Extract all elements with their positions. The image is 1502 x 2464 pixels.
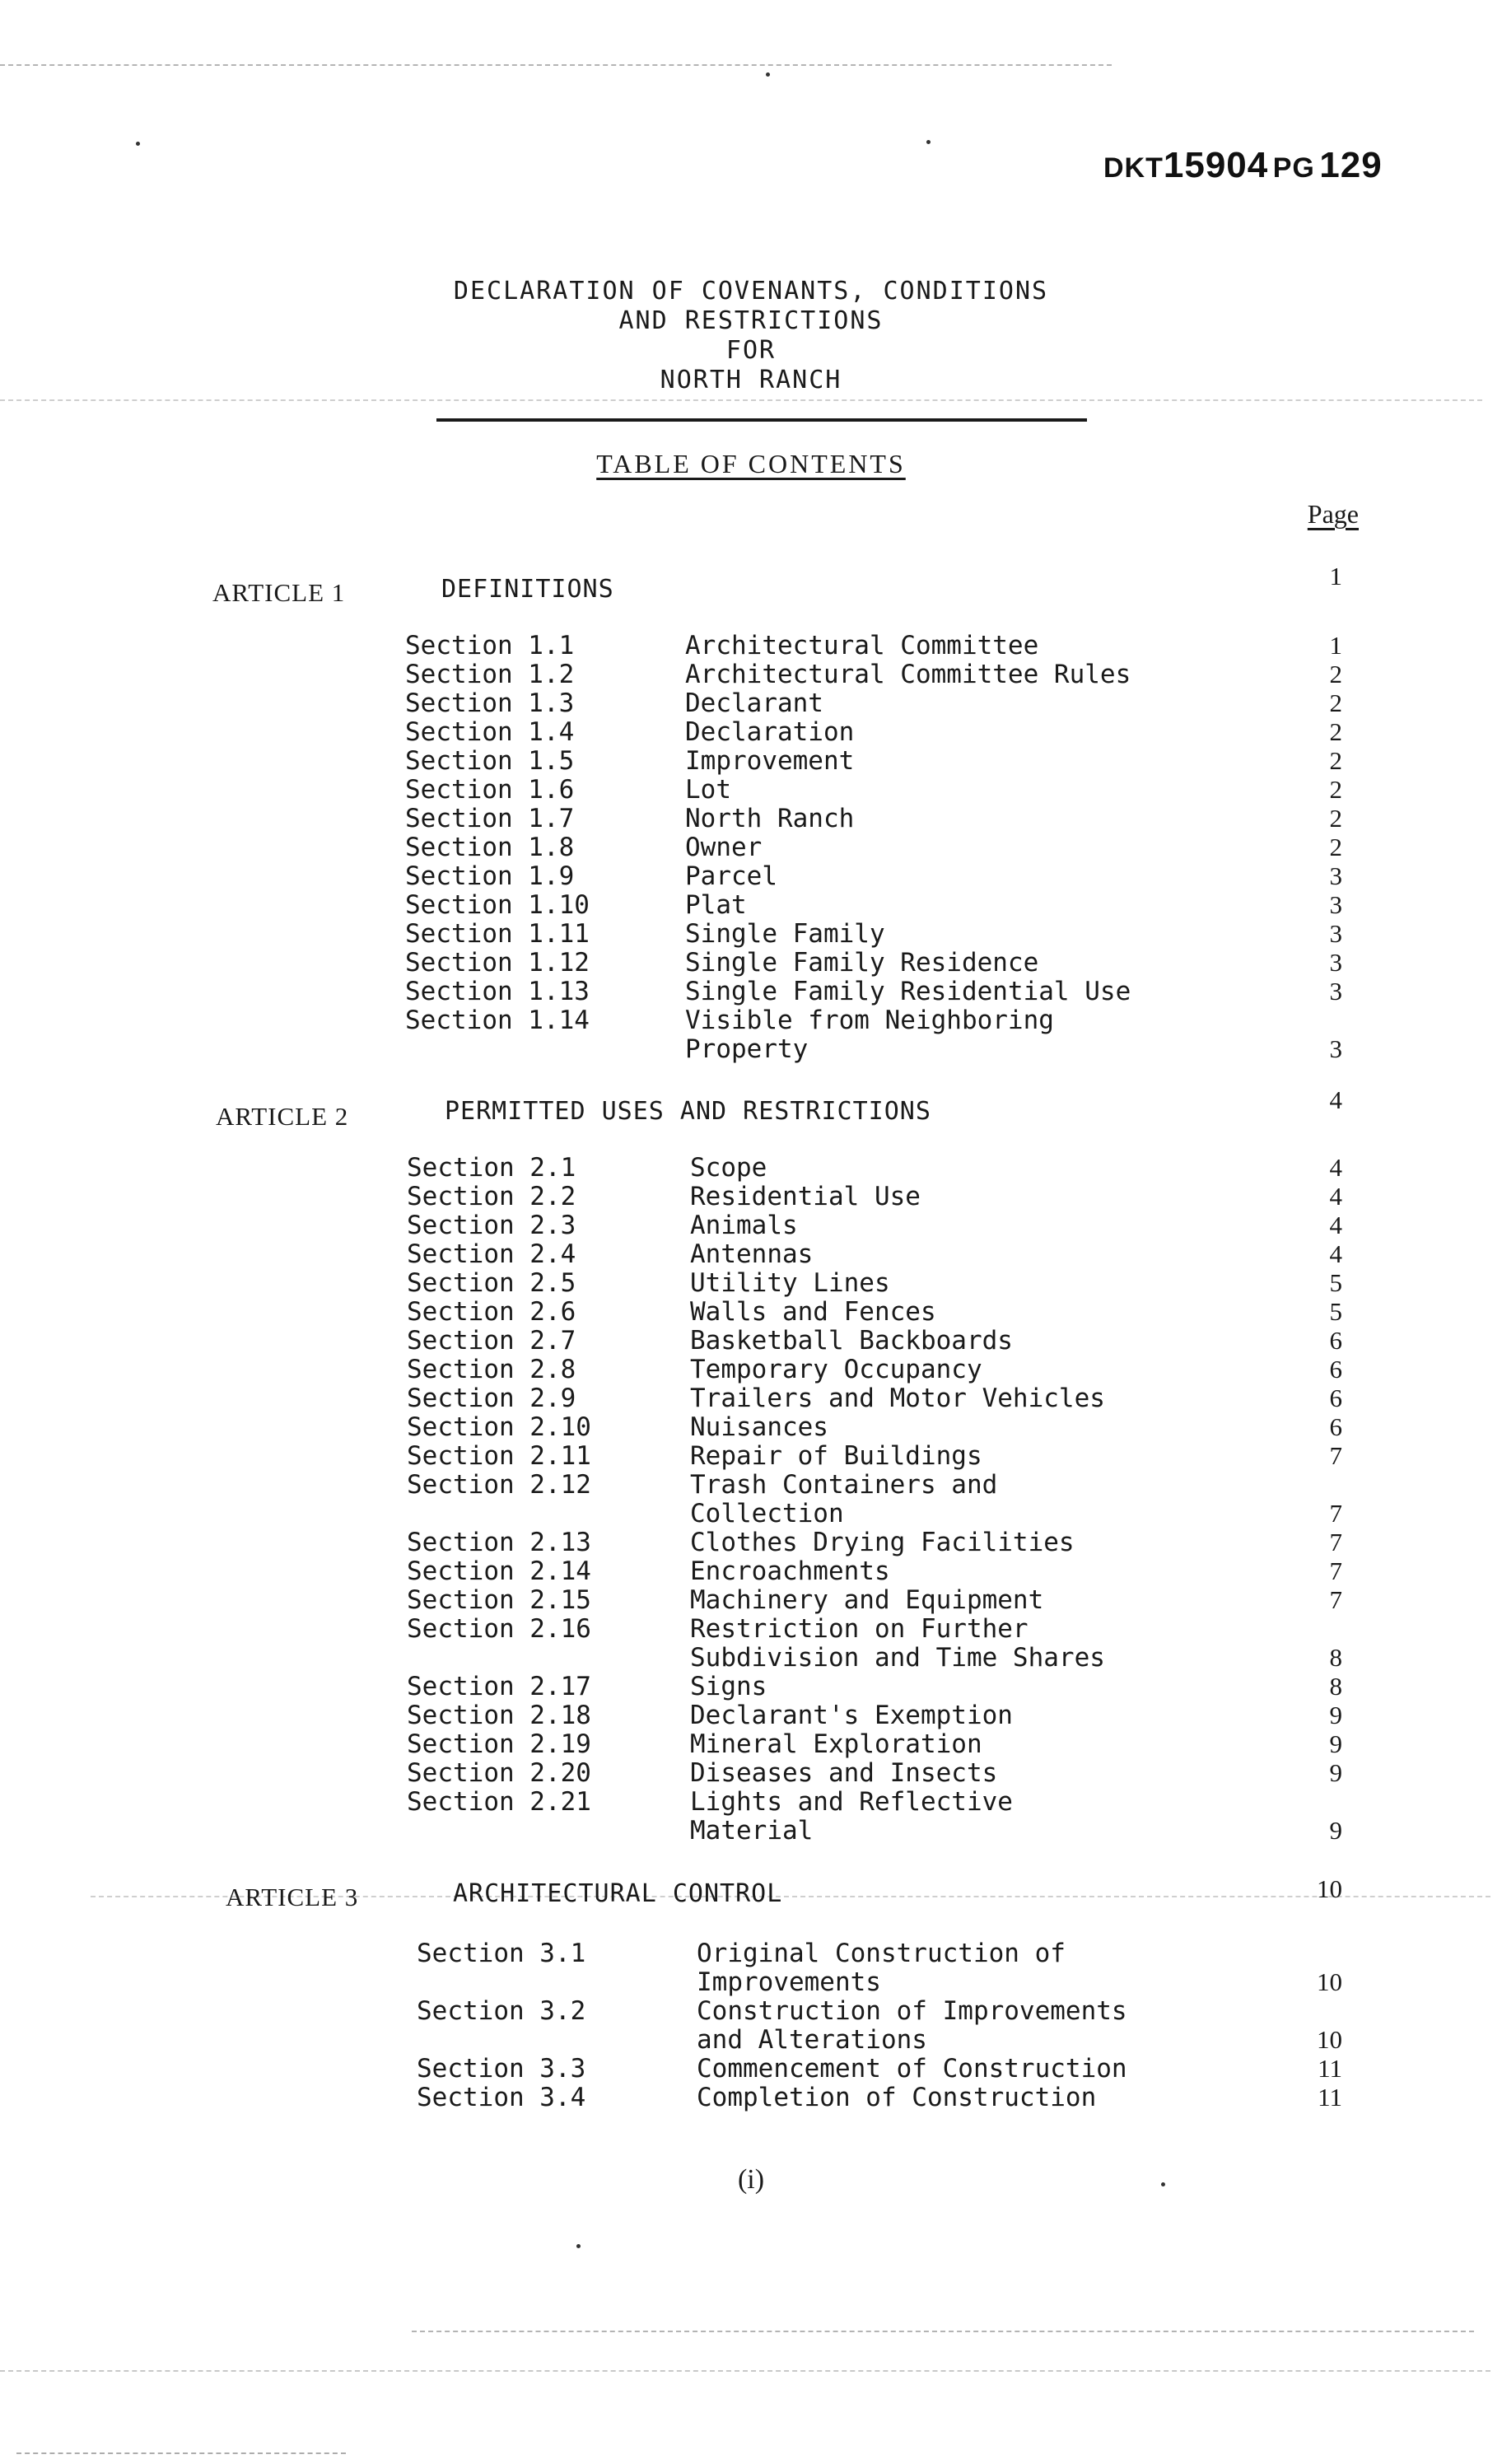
toc-row	[0, 1355, 1502, 1384]
section-page: 10	[1317, 1967, 1342, 1996]
section-title: Mineral Exploration	[690, 1729, 982, 1759]
section-page: 4	[1329, 1153, 1342, 1182]
section-number: Section 2.12	[407, 1470, 591, 1500]
toc-row	[0, 1585, 1502, 1615]
toc-row	[0, 1326, 1502, 1356]
toc-row	[0, 1006, 1502, 1035]
section-title: Restriction on Further	[690, 1614, 1029, 1644]
stamp-page-number: 129	[1319, 145, 1383, 185]
toc-row	[0, 1939, 1502, 1968]
section-title: Walls and Fences	[690, 1297, 936, 1327]
section-title: Repair of Buildings	[690, 1441, 982, 1471]
toc-row	[0, 919, 1502, 949]
section-number: Section 2.1	[407, 1153, 576, 1183]
section-page: 3	[1329, 919, 1342, 948]
section-title: Plat	[685, 890, 747, 920]
section-page: 4	[1329, 1211, 1342, 1239]
section-number: Section 2.14	[407, 1556, 591, 1586]
section-number: Section 3.2	[417, 1996, 586, 2026]
section-title: Nuisances	[690, 1412, 828, 1442]
section-number: Section 3.1	[417, 1939, 586, 1968]
scan-artifact-line	[412, 2331, 1474, 2332]
toc-row	[0, 861, 1502, 891]
article-label: ARTICLE 2	[216, 1102, 349, 1131]
section-number: Section 2.4	[407, 1239, 576, 1269]
section-title: Property	[685, 1034, 809, 1064]
section-page: 5	[1329, 1268, 1342, 1297]
section-number: Section 2.13	[407, 1528, 591, 1557]
stamp-prefix: DKT	[1103, 152, 1164, 184]
section-page: 9	[1329, 1701, 1342, 1729]
title-rule	[436, 418, 1087, 422]
section-number: Section 1.13	[405, 977, 590, 1006]
toc-row	[0, 1034, 1502, 1064]
section-title: Residential Use	[690, 1182, 921, 1211]
section-title: Scope	[690, 1153, 767, 1183]
section-page: 3	[1329, 861, 1342, 890]
stamp-pg-label: PG	[1272, 152, 1315, 184]
section-title: Visible from Neighboring	[685, 1006, 1054, 1035]
section-page: 2	[1329, 717, 1342, 746]
section-page: 2	[1329, 688, 1342, 717]
toc-row	[0, 2083, 1502, 2112]
toc-row	[0, 1384, 1502, 1413]
section-page: 2	[1329, 833, 1342, 861]
toc-row	[0, 1701, 1502, 1730]
section-number: Section 1.9	[405, 861, 575, 891]
section-title: Material	[690, 1816, 814, 1846]
article-title: DEFINITIONS	[441, 575, 614, 604]
recording-stamp	[1103, 145, 1383, 186]
section-page: 11	[1318, 2083, 1342, 2112]
toc-row	[0, 1758, 1502, 1788]
section-title: Encroachments	[690, 1556, 890, 1586]
section-number: Section 1.2	[405, 660, 575, 689]
toc-row	[0, 1967, 1502, 1997]
toc-row	[0, 804, 1502, 833]
section-page: 6	[1329, 1412, 1342, 1441]
section-title: Parcel	[685, 861, 777, 891]
section-page: 4	[1329, 1239, 1342, 1268]
section-page: 6	[1329, 1384, 1342, 1412]
toc-row	[0, 1153, 1502, 1183]
toc-row	[0, 631, 1502, 660]
toc-row	[0, 2025, 1502, 2055]
section-number: Section 1.12	[405, 948, 590, 978]
section-number: Section 1.11	[405, 919, 590, 949]
section-page: 3	[1329, 977, 1342, 1006]
section-title: Commencement of Construction	[697, 2054, 1127, 2084]
scan-speck	[926, 140, 931, 144]
section-number: Section 2.15	[407, 1585, 591, 1615]
stamp-book: 15904	[1163, 145, 1269, 185]
section-page: 9	[1329, 1758, 1342, 1787]
article-label: ARTICLE 1	[212, 578, 346, 607]
toc-row	[0, 1643, 1502, 1673]
section-number: Section 1.14	[405, 1006, 590, 1035]
section-page: 10	[1317, 2025, 1342, 2054]
toc-row	[0, 1672, 1502, 1701]
toc-row	[0, 977, 1502, 1006]
section-title: Single Family	[685, 919, 885, 949]
toc-row	[0, 1528, 1502, 1557]
page-column-label: Page	[1307, 499, 1359, 529]
section-number: Section 2.21	[407, 1787, 591, 1817]
section-title: and Alterations	[697, 2025, 927, 2055]
toc-row	[0, 2054, 1502, 2084]
section-number: Section 2.7	[407, 1326, 576, 1356]
section-title: Signs	[690, 1672, 767, 1701]
section-number: Section 1.5	[405, 746, 575, 776]
section-number: Section 2.18	[407, 1701, 591, 1730]
section-title: Diseases and Insects	[690, 1758, 998, 1788]
section-number: Section 2.2	[407, 1182, 576, 1211]
section-title: Architectural Committee	[685, 631, 1039, 660]
section-page: 9	[1329, 1729, 1342, 1758]
toc-row	[0, 1297, 1502, 1327]
section-title: Completion of Construction	[697, 2083, 1097, 2112]
toc-row	[0, 1182, 1502, 1211]
scan-speck	[766, 72, 770, 77]
section-title: Original Construction of	[697, 1939, 1066, 1968]
title-line-2: AND RESTRICTIONS	[618, 306, 884, 335]
section-title: Collection	[690, 1499, 844, 1528]
section-title: Lot	[685, 775, 731, 805]
section-title: Single Family Residence	[685, 948, 1039, 978]
toc-row	[0, 1412, 1502, 1442]
section-page: 2	[1329, 660, 1342, 688]
article-label: ARTICLE 3	[226, 1883, 359, 1911]
toc-row	[0, 1441, 1502, 1471]
toc-heading: TABLE OF CONTENTS	[596, 449, 906, 478]
section-page: 7	[1329, 1556, 1342, 1585]
section-number: Section 2.3	[407, 1211, 576, 1240]
section-title: Declarant's Exemption	[690, 1701, 1013, 1730]
title-line-1: DECLARATION OF COVENANTS, CONDITIONS	[453, 277, 1049, 306]
section-page: 2	[1329, 746, 1342, 775]
section-title: Trash Containers and	[690, 1470, 998, 1500]
section-number: Section 2.17	[407, 1672, 591, 1701]
section-number: Section 2.20	[407, 1758, 591, 1788]
section-title: North Ranch	[685, 804, 855, 833]
section-title: Trailers and Motor Vehicles	[690, 1384, 1105, 1413]
toc-row	[0, 1614, 1502, 1644]
article-page: 1	[1329, 562, 1342, 590]
section-title: Improvement	[685, 746, 855, 776]
section-number: Section 2.19	[407, 1729, 591, 1759]
section-page: 6	[1329, 1326, 1342, 1355]
article-title: ARCHITECTURAL CONTROL	[453, 1879, 783, 1908]
toc-row	[0, 833, 1502, 862]
scan-artifact-line	[0, 64, 1112, 66]
toc-row	[0, 948, 1502, 978]
title-line-4: NORTH RANCH	[660, 366, 842, 394]
scan-speck	[576, 2244, 581, 2248]
toc-row	[0, 1816, 1502, 1846]
section-page: 3	[1329, 1034, 1342, 1063]
section-title: Animals	[690, 1211, 798, 1240]
section-page: 2	[1329, 804, 1342, 833]
section-title: Single Family Residential Use	[685, 977, 1131, 1006]
section-number: Section 1.1	[405, 631, 575, 660]
scan-artifact-line	[0, 399, 1482, 401]
toc-row	[0, 1787, 1502, 1817]
section-page: 3	[1329, 948, 1342, 977]
scan-artifact-line	[0, 2370, 1490, 2372]
section-number: Section 1.3	[405, 688, 575, 718]
section-title: Improvements	[697, 1967, 881, 1997]
toc-row	[0, 1470, 1502, 1500]
section-page: 7	[1329, 1499, 1342, 1528]
section-number: Section 2.11	[407, 1441, 591, 1471]
section-number: Section 2.16	[407, 1614, 591, 1644]
section-page: 11	[1318, 2054, 1342, 2083]
section-title: Lights and Reflective	[690, 1787, 1013, 1817]
section-number: Section 1.8	[405, 833, 575, 862]
section-number: Section 1.4	[405, 717, 575, 747]
article-title: PERMITTED USES AND RESTRICTIONS	[445, 1097, 931, 1126]
toc-row	[0, 1268, 1502, 1298]
section-page: 4	[1329, 1182, 1342, 1211]
section-title: Clothes Drying Facilities	[690, 1528, 1075, 1557]
section-page: 7	[1329, 1528, 1342, 1556]
section-title: Temporary Occupancy	[690, 1355, 982, 1384]
section-number: Section 2.5	[407, 1268, 576, 1298]
section-title: Owner	[685, 833, 763, 862]
toc-row	[0, 1211, 1502, 1240]
section-page: 3	[1329, 890, 1342, 919]
article-page: 10	[1317, 1874, 1342, 1903]
section-page: 7	[1329, 1441, 1342, 1470]
section-number: Section 1.6	[405, 775, 575, 805]
section-page: 5	[1329, 1297, 1342, 1326]
scan-artifact-line	[16, 2452, 346, 2454]
section-number: Section 1.10	[405, 890, 590, 920]
section-title: Machinery and Equipment	[690, 1585, 1044, 1615]
section-title: Antennas	[690, 1239, 814, 1269]
toc-row	[0, 1556, 1502, 1586]
toc-row	[0, 660, 1502, 689]
toc-row	[0, 717, 1502, 747]
section-page: 6	[1329, 1355, 1342, 1384]
toc-row	[0, 746, 1502, 776]
scan-speck	[136, 142, 140, 146]
section-page: 8	[1329, 1643, 1342, 1672]
section-number: Section 3.4	[417, 2083, 586, 2112]
section-number: Section 2.10	[407, 1412, 591, 1442]
section-title: Subdivision and Time Shares	[690, 1643, 1105, 1673]
article-page: 4	[1329, 1085, 1342, 1114]
section-title: Construction of Improvements	[697, 1996, 1127, 2026]
toc-row	[0, 890, 1502, 920]
section-number: Section 2.6	[407, 1297, 576, 1327]
toc-row	[0, 1996, 1502, 2026]
section-number: Section 2.9	[407, 1384, 576, 1413]
section-title: Architectural Committee Rules	[685, 660, 1131, 689]
section-title: Declaration	[685, 717, 855, 747]
section-number: Section 1.7	[405, 804, 575, 833]
section-title: Declarant	[685, 688, 823, 718]
section-title: Basketball Backboards	[690, 1326, 1013, 1356]
section-number: Section 2.8	[407, 1355, 576, 1384]
page-marker: (i)	[737, 2164, 765, 2195]
toc-row	[0, 1499, 1502, 1528]
section-title: Utility Lines	[690, 1268, 890, 1298]
section-page: 8	[1329, 1672, 1342, 1701]
section-number: Section 3.3	[417, 2054, 586, 2084]
title-line-3: FOR	[725, 336, 777, 365]
toc-row	[0, 1729, 1502, 1759]
section-page: 1	[1329, 631, 1342, 660]
section-page: 2	[1329, 775, 1342, 804]
section-page: 9	[1329, 1816, 1342, 1845]
toc-row	[0, 775, 1502, 805]
section-page: 7	[1329, 1585, 1342, 1614]
toc-row	[0, 688, 1502, 718]
toc-row	[0, 1239, 1502, 1269]
